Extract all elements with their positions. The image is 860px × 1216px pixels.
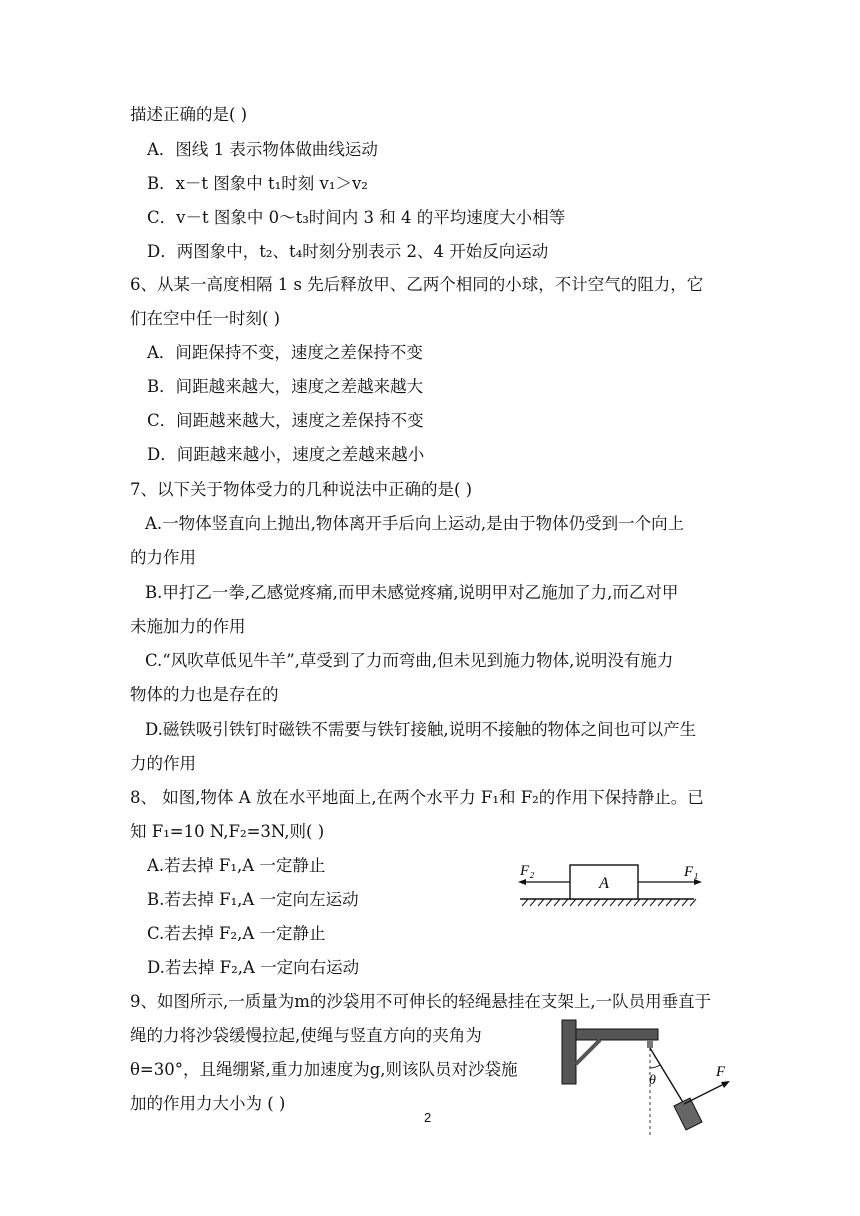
sandbag xyxy=(674,1098,702,1130)
force-diagram-block xyxy=(512,855,708,915)
text-line: 加的作用力大小为 ( ) xyxy=(130,1094,286,1113)
text-line: C.“风吹草低见牛羊”,草受到了力而弯曲,但未见到施力物体,说明没有施力 xyxy=(145,651,674,670)
text-line: C．v－t 图象中 0～t₃时间内 3 和 4 的平均速度大小相等 xyxy=(147,208,566,227)
text-line: 物体的力也是存在的 xyxy=(130,685,279,704)
text-line: B.甲打乙一拳,乙感觉疼痛,而甲未感觉疼痛,说明甲对乙施加了力,而乙对甲 xyxy=(145,583,679,602)
text-line: B.若去掉 F₁,A 一定向左运动 xyxy=(147,890,359,909)
text-line: 绳的力将沙袋缓慢拉起,使绳与竖直方向的夹角为 xyxy=(130,1026,482,1045)
text-line: A.若去掉 F₁,A 一定静止 xyxy=(147,856,326,875)
bracket-wall-post xyxy=(562,1020,576,1084)
force-f1-label: F₁ xyxy=(684,864,699,880)
page-number: 2 xyxy=(424,1110,432,1125)
text-line: A．间距保持不变，速度之差保持不变 xyxy=(147,343,423,362)
bracket-brace xyxy=(576,1040,600,1064)
hook xyxy=(647,1040,653,1048)
text-line: D.磁铁吸引铁钉时磁铁不需要与铁钉接触,说明不接触的物体之间也可以产生 xyxy=(145,720,697,739)
force-f2-arrowhead xyxy=(518,879,526,885)
text-line: 们在空中任一时刻( ) xyxy=(130,309,281,328)
text-line: C．间距越来越大，速度之差保持不变 xyxy=(147,411,424,430)
text-line: 未施加力的作用 xyxy=(130,617,246,636)
block-label: A xyxy=(599,875,609,892)
text-line: A．图线 1 表示物体做曲线运动 xyxy=(147,140,378,159)
text-line: C.若去掉 F₂,A 一定静止 xyxy=(147,924,326,943)
bracket-arm xyxy=(576,1029,658,1040)
force-f-arrow xyxy=(684,1084,724,1104)
angle-arc xyxy=(650,1065,660,1068)
text-line: B．x－t 图象中 t₁时刻 v₁＞v₂ xyxy=(147,174,368,193)
text-line: θ=30°，且绳绷紧,重力加速度为g,则该队员对沙袋施 xyxy=(130,1060,518,1079)
text-line: 9、如图所示,一质量为m的沙袋用不可伸长的轻绳悬挂在支架上,一队员用垂直于 xyxy=(130,992,712,1011)
force-f-arrowhead xyxy=(721,1081,730,1088)
text-line: D．两图象中，t₂、t₄时刻分别表示 2、4 开始反向运动 xyxy=(147,242,549,261)
sandbag-diagram xyxy=(556,1018,736,1148)
force-f2-label: F₂ xyxy=(520,863,535,879)
text-line: D.若去掉 F₂,A 一定向右运动 xyxy=(147,958,360,977)
text-line: D．间距越来越小，速度之差越来越小 xyxy=(147,445,425,464)
force-f-label: F xyxy=(716,1064,726,1080)
text-line: 7、以下关于物体受力的几种说法中正确的是( ) xyxy=(130,480,473,499)
text-line: 描述正确的是( ) xyxy=(130,105,248,124)
text-line: B．间距越来越大，速度之差越来越大 xyxy=(147,377,424,396)
text-line: 知 F₁=10 N,F₂=3N,则( ) xyxy=(130,822,325,841)
text-line: A.一物体竖直向上抛出,物体离开手后向上运动,是由于物体仍受到一个向上 xyxy=(145,514,685,533)
text-line: 6、从某一高度相隔 1 s 先后释放甲、乙两个相同的小球，不计空气的阻力，它 xyxy=(130,275,704,294)
text-line: 力的作用 xyxy=(130,754,196,773)
angle-label: θ xyxy=(649,1073,656,1088)
ground-hatching xyxy=(522,899,696,906)
text-line: 的力作用 xyxy=(130,548,196,567)
text-line: 8、 如图,物体 A 放在水平地面上,在两个水平力 F₁和 F₂的作用下保持静止。已 xyxy=(130,788,704,807)
